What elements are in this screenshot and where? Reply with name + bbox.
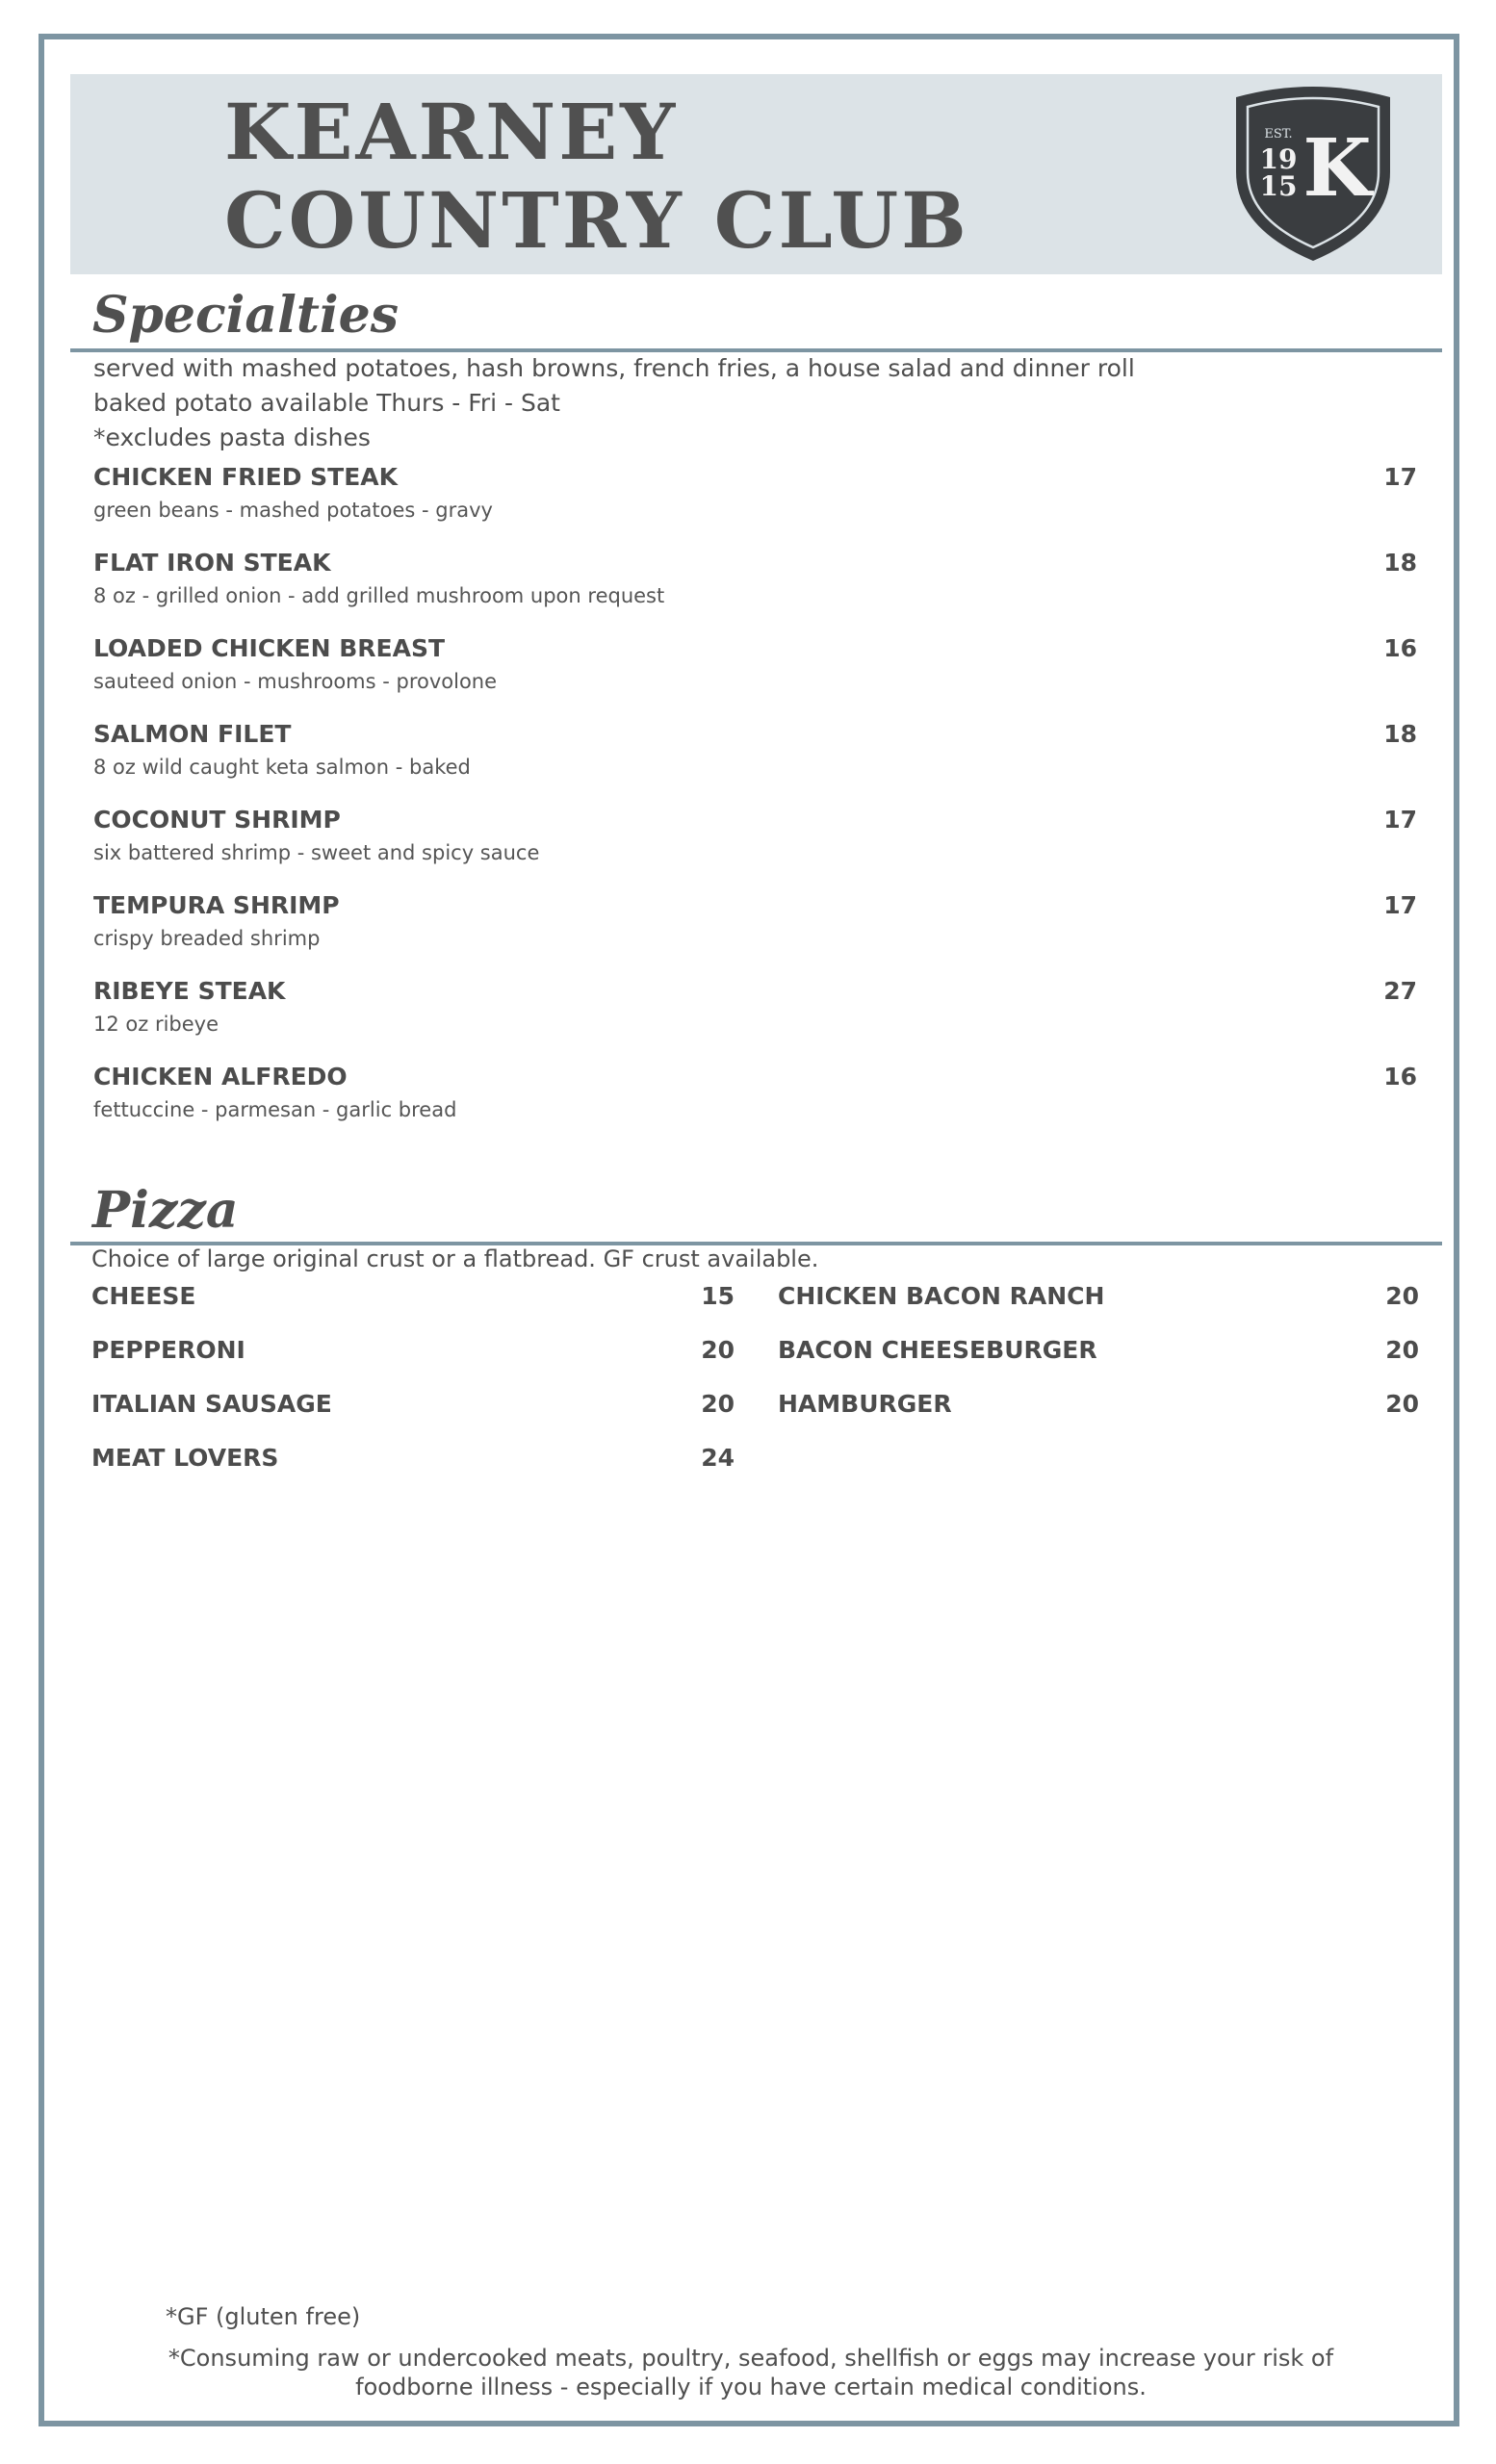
club-name-line-1: KEARNEY bbox=[224, 87, 679, 177]
item-description: 8 oz - grilled onion - add grilled mushroom upon request bbox=[93, 584, 665, 607]
item-description: fettuccine - parmesan - garlic bread bbox=[93, 1098, 457, 1121]
item-name: CHICKEN ALFREDO bbox=[93, 1063, 348, 1091]
item-name: COCONUT SHRIMP bbox=[93, 806, 341, 834]
crest-letter: K bbox=[1303, 122, 1372, 215]
pizza-item bbox=[91, 1281, 735, 1314]
item-name: RIBEYE STEAK bbox=[93, 977, 286, 1005]
pizza-name: BACON CHEESEBURGER bbox=[778, 1336, 1097, 1364]
item-description: green beans - mashed potatoes - gravy bbox=[93, 499, 493, 522]
item-description: crispy breaded shrimp bbox=[93, 927, 321, 950]
pizza-name: ITALIAN SAUSAGE bbox=[91, 1390, 332, 1418]
pizza-name: MEAT LOVERS bbox=[91, 1444, 279, 1472]
item-price: 18 bbox=[1383, 720, 1417, 748]
crest-est: EST. bbox=[1264, 127, 1293, 141]
pizza-name: CHEESE bbox=[91, 1282, 196, 1310]
item-price: 16 bbox=[1383, 1063, 1417, 1091]
item-price: 17 bbox=[1383, 891, 1417, 919]
pizza-item bbox=[778, 1389, 1419, 1422]
item-price: 27 bbox=[1383, 977, 1417, 1005]
item-name: SALMON FILET bbox=[93, 720, 292, 748]
item-description: 8 oz wild caught keta salmon - baked bbox=[93, 756, 471, 779]
item-name: FLAT IRON STEAK bbox=[93, 549, 331, 577]
item-description: six battered shrimp - sweet and spicy sauce bbox=[93, 841, 540, 864]
intro-line: baked potato available Thurs - Fri - Sat bbox=[93, 389, 560, 417]
pizza-price: 20 bbox=[701, 1390, 735, 1418]
pizza-price: 20 bbox=[1385, 1390, 1419, 1418]
pizza-title: Pizza bbox=[92, 1181, 239, 1240]
item-price: 17 bbox=[1383, 463, 1417, 491]
pizza-item bbox=[91, 1443, 735, 1476]
item-name: LOADED CHICKEN BREAST bbox=[93, 634, 446, 662]
crest-year-bottom: 15 bbox=[1259, 170, 1298, 202]
pizza-price: 20 bbox=[701, 1336, 735, 1364]
pizza-item bbox=[778, 1335, 1419, 1368]
club-name bbox=[224, 88, 969, 265]
pizza-item bbox=[91, 1335, 735, 1368]
club-name-line-2: COUNTRY CLUB bbox=[224, 175, 969, 266]
item-description: sauteed onion - mushrooms - provolone bbox=[93, 670, 498, 693]
item-price: 17 bbox=[1383, 806, 1417, 834]
pizza-name: PEPPERONI bbox=[91, 1336, 245, 1364]
menu-header bbox=[70, 74, 1442, 274]
specialties-title: Specialties bbox=[92, 286, 399, 345]
intro-line: served with mashed potatoes, hash browns, french fries, a house salad and dinner roll bbox=[93, 354, 1135, 382]
pizza-item bbox=[778, 1281, 1419, 1314]
item-price: 16 bbox=[1383, 634, 1417, 662]
pizza-name: CHICKEN BACON RANCH bbox=[778, 1282, 1105, 1310]
crest-year-top: 19 bbox=[1259, 143, 1298, 175]
item-price: 18 bbox=[1383, 549, 1417, 577]
raw-food-warning: *Consuming raw or undercooked meats, poultry, seafood, shellfish or eggs may increase your risk of foodborne illness - especially if you have certain medical conditions. bbox=[168, 2345, 1334, 2400]
pizza-crust-note: Choice of large original crust or a flatbread. GF crust available. bbox=[91, 1245, 819, 1272]
gluten-free-footnote: *GF (gluten free) bbox=[166, 2303, 361, 2330]
item-name: CHICKEN FRIED STEAK bbox=[93, 463, 399, 491]
pizza-price: 15 bbox=[701, 1282, 735, 1310]
item-name: TEMPURA SHRIMP bbox=[93, 891, 340, 919]
pizza-name: HAMBURGER bbox=[778, 1390, 952, 1418]
specialties-intro bbox=[93, 351, 1135, 455]
pizza-item bbox=[91, 1389, 735, 1422]
item-description: 12 oz ribeye bbox=[93, 1013, 219, 1036]
pizza-price: 20 bbox=[1385, 1282, 1419, 1310]
pizza-price: 24 bbox=[701, 1444, 735, 1472]
club-crest-logo bbox=[1228, 84, 1398, 263]
pizza-price: 20 bbox=[1385, 1336, 1419, 1364]
intro-line: *excludes pasta dishes bbox=[93, 424, 371, 451]
